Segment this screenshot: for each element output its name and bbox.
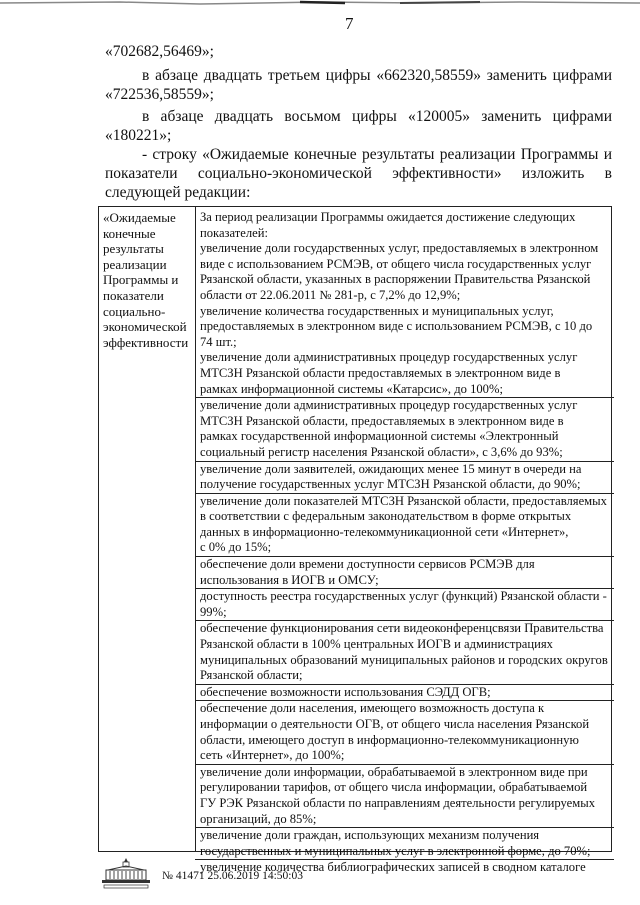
table-content-line: предоставляемых в электронном виде с использованием РСМЭВ, с 10 до bbox=[200, 319, 593, 334]
table-header-line: экономической bbox=[103, 319, 187, 335]
paragraph-line: «722536,58559»; bbox=[105, 86, 214, 103]
table-content-line: 74 шт.; bbox=[200, 334, 237, 349]
table-content-line: увеличение доли информации, обрабатываемой в электронном виде при bbox=[195, 764, 614, 781]
table-content-line: увеличение количества государственных и муниципальных услуг, bbox=[200, 303, 554, 318]
table-content-line: государственных и муниципальных услуг в электронной форме, до 70%; bbox=[200, 843, 591, 858]
table-content-line: увеличение доли граждан, использующих механизм получения bbox=[195, 827, 614, 844]
table-header-line: конечные bbox=[103, 225, 156, 241]
table-content-line: доступность реестра государственных услуг (функций) Рязанской области - bbox=[195, 588, 614, 605]
table-content-line: социальный регистр населения Рязанской области», с 3,6% до 93%; bbox=[200, 444, 563, 459]
table-content-line: обеспечение доли времени доступности сервисов РСМЭВ для bbox=[195, 556, 614, 573]
paragraph-line: «180221»; bbox=[105, 127, 172, 144]
table-content-line: области от 22.06.2011 № 281-р, с 7,2% до 12,9%; bbox=[200, 287, 461, 302]
table-content-line: информации о деятельности ОГВ, от общего числа населения Рязанской bbox=[200, 717, 590, 731]
paragraph-line: следующей редакции: bbox=[105, 184, 251, 201]
paragraph-line: «702682,56469»; bbox=[105, 43, 214, 60]
table-header-line: показатели bbox=[103, 287, 164, 303]
table-content-line: МТСЗН Рязанской области предоставляемых в электронном виде в bbox=[200, 365, 561, 380]
table-content-line: Рязанской области в 100% центральных ИОГВ и администрациях bbox=[200, 637, 553, 652]
scan-edge-line bbox=[0, 0, 640, 6]
table-content-line: муниципальных образований муниципальных районов и городских округов bbox=[200, 652, 608, 667]
table-header-line: «Ожидаемые bbox=[103, 210, 176, 225]
table-content-line: организаций, до 85%; bbox=[200, 811, 317, 826]
table-content-line: увеличение доли государственных услуг, предоставляемых в электронном bbox=[200, 241, 599, 256]
table-content-line: области, имеющего доступ в информационно-телекоммуникационную bbox=[200, 732, 579, 747]
table-content-line: обеспечение доли населения, имеющего возможность доступа к bbox=[195, 700, 614, 717]
table-content-line: обеспечение функционирования сети видеоконференцсвязи Правительства bbox=[195, 620, 614, 637]
table-content-cell bbox=[200, 210, 608, 876]
paragraph-1 bbox=[105, 42, 214, 61]
table-content-line: показателей: bbox=[200, 225, 268, 240]
table-content-line: обеспечение возможности использования СЭДД ОГВ; bbox=[195, 684, 614, 701]
table-content-line: увеличение доли заявителей, ожидающих менее 15 минут в очереди на bbox=[195, 461, 614, 478]
table-content-line: в соответствии с федеральным законодательством в форме открытых bbox=[200, 509, 572, 524]
paragraph-line: - строку «Ожидаемые конечные результаты реализации Программы и bbox=[142, 146, 612, 163]
paragraph-line: в абзаце двадцать восьмом цифры «120005» заменить цифрами bbox=[142, 108, 612, 125]
table-content-line: данных в информационно-телекоммуникационной сети «Интернет», bbox=[200, 524, 569, 539]
program-results-table bbox=[98, 206, 612, 875]
table-content-line: сеть «Интернет», до 100%; bbox=[200, 748, 345, 763]
table-content-line: увеличение доли показателей МТСЗН Рязанской области, предоставляемых bbox=[195, 493, 614, 510]
table-content-line: виде с использованием РСМЭВ, от общего числа государственных услуг bbox=[200, 256, 592, 271]
table-content-line: За период реализации Программы ожидается достижение следующих bbox=[200, 210, 576, 224]
paragraph-3 bbox=[105, 107, 612, 145]
table-content-line: получение государственных услуг МТСЗН Рязанской области, до 90%; bbox=[200, 477, 581, 492]
table-content-line: Рязанской области, указанных в распоряжении Правительства Рязанской bbox=[200, 272, 591, 287]
table-content-line: увеличение доли административных процедур государственных услуг bbox=[200, 350, 578, 365]
table-header-line: реализации bbox=[103, 256, 167, 272]
registration-stamp: № 41471 25.06.2019 14:50:03 bbox=[162, 870, 303, 882]
table-content-line: МТСЗН Рязанской области, предоставляемых в электронном виде в bbox=[200, 413, 564, 428]
table-content-line: увеличение количества библиографических записей в сводном каталоге bbox=[195, 859, 614, 876]
table-content-line: 99%; bbox=[200, 604, 227, 619]
table-row-header-cell bbox=[103, 210, 195, 350]
table-header-line: социально- bbox=[103, 303, 166, 319]
paragraph-line: показатели социально-экономической эффективности» изложить в bbox=[105, 165, 612, 182]
table-content-line: использования в ИОГВ и ОМСУ; bbox=[200, 572, 379, 587]
government-building-logo bbox=[100, 856, 152, 890]
paragraph-2 bbox=[105, 66, 612, 104]
table-column-divider bbox=[195, 207, 196, 851]
table-header-line: результаты bbox=[103, 241, 164, 257]
table-content-line: регулировании тарифов, от общего числа информации, обрабатываемой bbox=[200, 780, 588, 795]
paragraph-line: в абзаце двадцать третьем цифры «662320,58559» заменить цифрами bbox=[142, 67, 612, 84]
page-number: 7 bbox=[345, 14, 354, 33]
paragraph-4 bbox=[105, 145, 612, 202]
table-header-line: эффективности bbox=[103, 334, 189, 350]
table-content-line: рамках информационной системы «Катарсис», до 100%; bbox=[200, 381, 503, 396]
table-header-line: Программы и bbox=[103, 272, 179, 288]
table-content-line: увеличение доли административных процедур государственных услуг bbox=[195, 397, 614, 414]
table-content-line: с 0% до 15%; bbox=[200, 540, 272, 555]
table-content-line: Рязанской области; bbox=[200, 668, 303, 683]
table-content-line: рамках государственной информационной системы «Электронный bbox=[200, 429, 559, 444]
table-content-line: ГУ РЭК Рязанской области по направлениям деятельности регулируемых bbox=[200, 795, 595, 810]
